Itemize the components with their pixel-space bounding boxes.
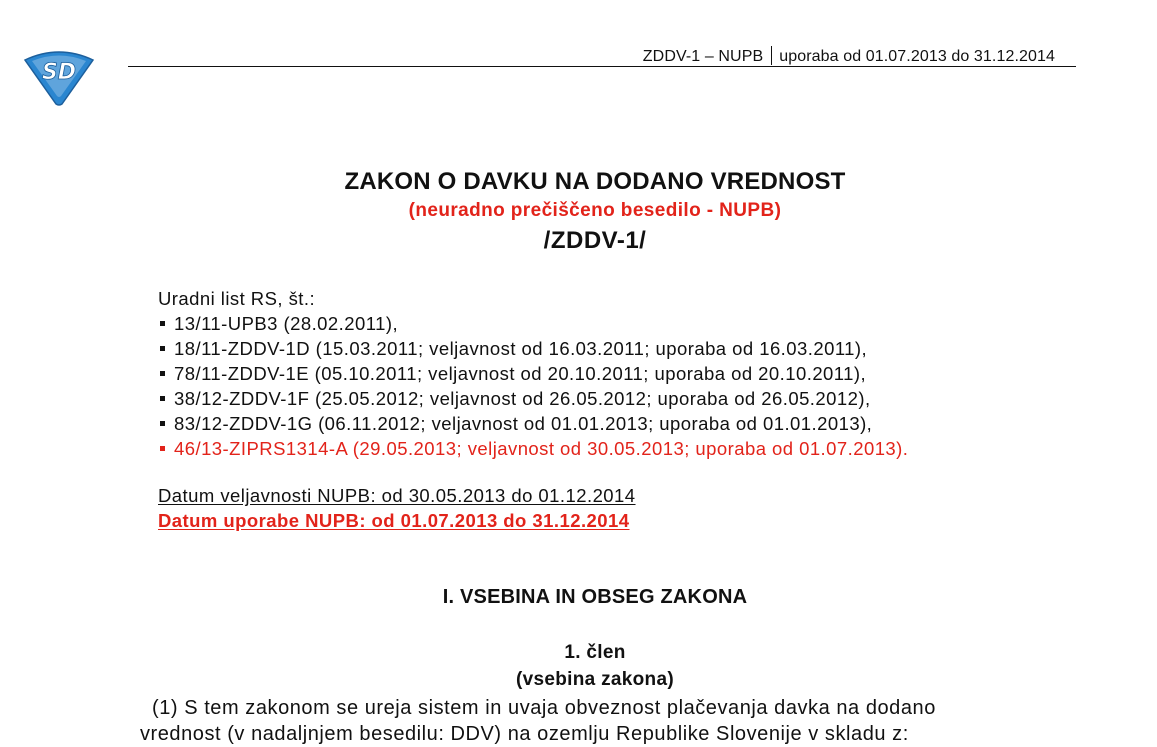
- header-law-code: ZDDV-1 – NUPB: [642, 48, 764, 65]
- article-subtitle: (vsebina zakona): [516, 669, 674, 690]
- gazette-item-text: 83/12-ZDDV-1G (06.11.2012; veljavnost od 01.01.2013; uporaba od 01.01.2013),: [174, 413, 873, 434]
- article-title: 1. člen: [564, 642, 626, 663]
- gazette-label: Uradni list RS, št.:: [158, 288, 316, 309]
- validity-date-line: Datum veljavnosti NUPB: od 30.05.2013 do 01.12.2014: [158, 485, 636, 506]
- bullet-icon: [160, 321, 165, 326]
- gazette-item-text: 18/11-ZDDV-1D (15.03.2011; veljavnost od 16.03.2011; uporaba od 16.03.2011),: [174, 338, 868, 359]
- paragraph-line: vrednost (v nadaljnjem besedilu: DDV) na ozemlju Republike Slovenije v skladu z:: [140, 723, 909, 745]
- gazette-item: [158, 386, 908, 411]
- header-usage-period: uporaba od 01.07.2013 do 31.12.2014: [779, 48, 1055, 65]
- article-paragraph: [140, 695, 1060, 747]
- document-title: ZAKON O DAVKU NA DODANO VREDNOST: [344, 168, 846, 195]
- usage-date-line: Datum uporabe NUPB: od 01.07.2013 do 31.12.2014: [158, 510, 630, 531]
- section-heading: I. VSEBINA IN OBSEG ZAKONA: [442, 586, 748, 608]
- header-separator: [771, 46, 772, 65]
- gazette-item-text: 78/11-ZDDV-1E (05.10.2011; veljavnost od 20.10.2011; uporaba od 20.10.2011),: [174, 363, 867, 384]
- bullet-icon: [160, 446, 165, 451]
- gazette-item: [158, 336, 908, 361]
- running-header: [643, 46, 1055, 66]
- bullet-icon: [160, 371, 165, 376]
- gazette-item: [158, 411, 908, 436]
- bullet-icon: [160, 396, 165, 401]
- gazette-item: [158, 311, 908, 336]
- document-subtitle: (neuradno prečiščeno besedilo - NUPB): [408, 200, 782, 221]
- bullet-icon: [160, 346, 165, 351]
- logo-text: SD: [41, 60, 77, 85]
- gazette-references: [158, 286, 908, 461]
- document-abbreviation: /ZDDV-1/: [543, 227, 647, 254]
- gazette-item-text: 13/11-UPB3 (28.02.2011),: [174, 313, 399, 334]
- gazette-item-highlighted: [158, 436, 908, 461]
- gazette-item-text: 38/12-ZDDV-1F (25.05.2012; veljavnost od 26.05.2012; uporaba od 26.05.2012),: [174, 388, 871, 409]
- gazette-item-text: 46/13-ZIPRS1314-A (29.05.2013; veljavnost od 30.05.2013; uporaba od 01.07.2013).: [174, 438, 909, 459]
- gazette-item: [158, 361, 908, 386]
- paragraph-line: (1) S tem zakonom se ureja sistem in uvaja obveznost plačevanja davka na dodano: [152, 697, 936, 719]
- publisher-logo: [22, 46, 96, 106]
- bullet-icon: [160, 421, 165, 426]
- validity-dates: [158, 483, 636, 533]
- header-rule: [128, 66, 1076, 67]
